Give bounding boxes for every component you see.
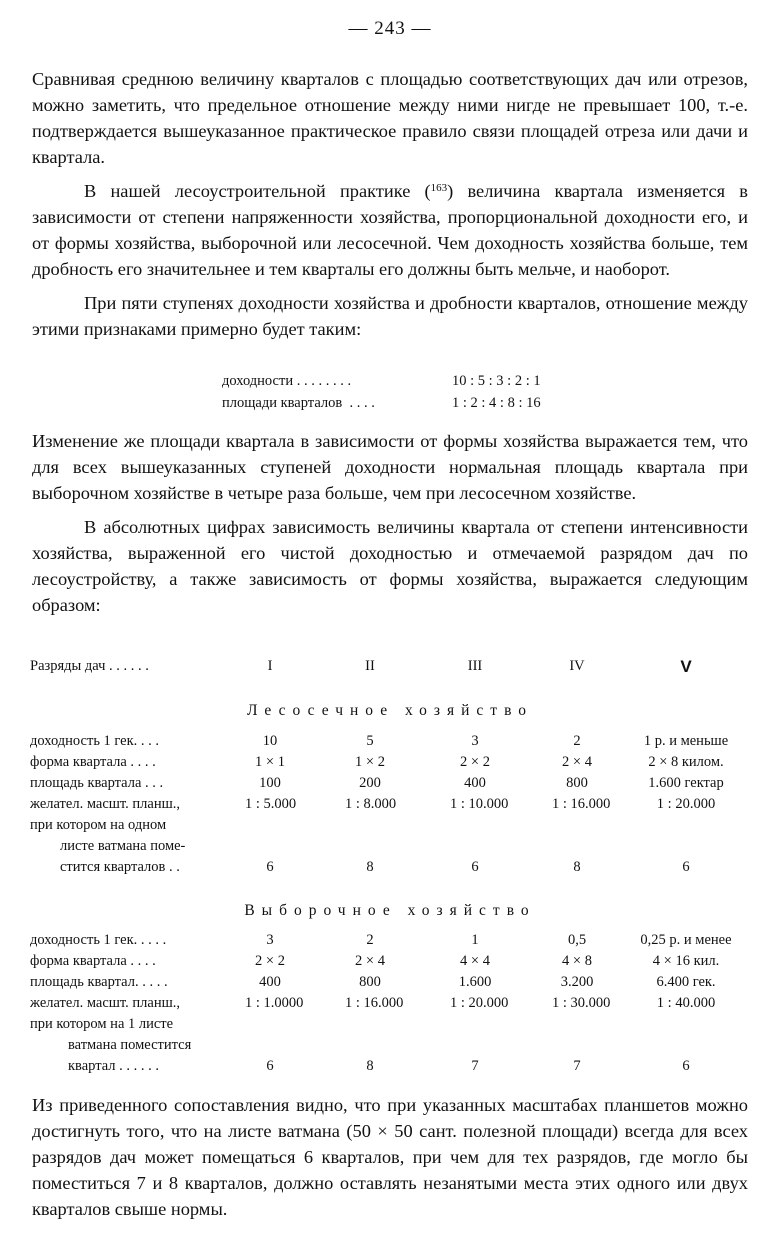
text-bottom: [32, 1092, 748, 1222]
ratio-block: [222, 370, 541, 414]
cell: 6: [266, 1058, 274, 1074]
cell: 400: [259, 974, 281, 990]
cell: 6: [682, 859, 690, 875]
cell: 200: [359, 775, 381, 791]
cell: 1.600: [458, 974, 492, 990]
table-row: [0, 1035, 780, 1056]
cell: 3: [471, 733, 479, 749]
cell: 2: [366, 932, 374, 948]
paragraph-3: При пяти ступенях доходности хозяйства и дробности кварталов, отношение между этими признаками примерно будет таким:: [32, 293, 748, 339]
cell: 1 : 5.000: [245, 796, 297, 812]
table-section-2: [0, 930, 780, 1077]
cell: 6: [471, 859, 479, 875]
row-label-cont: листе ватмана поме-: [60, 838, 186, 854]
row-label: доходность 1 гек. . . .: [30, 733, 160, 749]
ratio-value: 1 : 2 : 4 : 8 : 16: [452, 395, 541, 411]
cell: 1 р. и меньше: [643, 733, 729, 749]
cell: 6: [266, 859, 274, 875]
cell: 3: [266, 932, 274, 948]
header-col-2: II: [365, 658, 375, 674]
cell: 8: [366, 859, 374, 875]
cell: 3.200: [560, 974, 594, 990]
table-row: [0, 1014, 780, 1035]
paragraph-2: [32, 178, 748, 282]
cell: 4 × 16 кил.: [652, 953, 720, 969]
row-label: доходность 1 гек. . . . .: [30, 932, 167, 948]
footnote-ref: 163: [430, 182, 448, 194]
page-number: — 243 —: [348, 18, 432, 39]
row-label-cont: ватмана поместится: [68, 1037, 192, 1053]
ratio-row: [222, 392, 541, 414]
paragraph-2-start: В нашей лесоустроительной практике (: [84, 181, 431, 201]
cell: 1.600 гектар: [648, 775, 724, 791]
ratio-value: 10 : 5 : 3 : 2 : 1: [452, 373, 541, 389]
text-top: [32, 66, 748, 342]
cell: 1 : 20.000: [656, 796, 716, 812]
row-label: площадь квартала . . .: [30, 775, 164, 791]
cell: 8: [366, 1058, 374, 1074]
table-row: [0, 857, 780, 878]
paragraph-6: Из приведенного сопоставления видно, что при указанных масштабах планшетов можно достигнуть того, что на листе ватмана (50 × 50 сант. полезной площади) всегда для всех разрядов дач может помещаться 6 кварталов, при чем для тех разрядов, где могло бы поместиться 7 и 8 кварталов, должно оставлять незанятыми места этих одного или двух кварталов свыше нормы.: [32, 1095, 748, 1219]
table-row: [0, 993, 780, 1014]
cell: 800: [359, 974, 381, 990]
header-col-1: I: [267, 658, 273, 674]
cell: 4 × 4: [460, 953, 490, 969]
row-label-cont: при котором на 1 листе: [30, 1016, 174, 1032]
cell: 7: [573, 1058, 581, 1074]
header-col-4: IV: [569, 658, 585, 674]
row-label-cont: при котором на одном: [30, 817, 167, 833]
cell: 0,5: [567, 932, 587, 948]
table-row: [0, 815, 780, 836]
cell: 1 : 16.000: [345, 995, 404, 1011]
row-label: желател. масшт. планш.,: [30, 995, 181, 1011]
text-mid: [32, 428, 748, 618]
table-row: [0, 1056, 780, 1077]
section-title-vyborochnoe: Выборочное хозяйство: [244, 902, 536, 919]
header-label: Разряды дач . . . . . .: [30, 658, 149, 674]
cell: 4 × 8: [562, 953, 592, 969]
paragraph-5: В абсолютных цифрах зависимость величины квартала от степени интенсивности хозяйства, выраженной его чистой доходностью и отмечаемой разрядом дач по лесоустройству, а также зависимость от формы хозяйства, выражается следующим образом:: [32, 517, 748, 615]
cell: 5: [366, 733, 374, 749]
table-section-1: [0, 731, 780, 878]
cell: 6.400 гек.: [656, 974, 716, 990]
row-label-cont: стится кварталов . .: [60, 859, 180, 875]
cell: 8: [573, 859, 581, 875]
table-row: [0, 972, 780, 993]
table-row: [0, 951, 780, 972]
ratio-label: доходности . . . . . . . .: [222, 373, 352, 389]
cell: 2: [573, 733, 581, 749]
paragraph-4: Изменение же площади квартала в зависимости от формы хозяйства выражается тем, что для всех вышеуказанных ступеней доходности нормальная площадь квартала при выборочном хозяйстве в четыре раза больше, чем при лесосечном хозяйстве.: [32, 431, 748, 503]
cell: 1 : 8.000: [345, 796, 397, 812]
cell: 2 × 4: [562, 754, 592, 770]
ratio-label: площади кварталов . . . .: [222, 395, 375, 411]
table-row: [0, 752, 780, 773]
cell: 0,25 р. и менее: [640, 932, 732, 948]
table-row: [0, 930, 780, 951]
cell: 1 : 20.000: [450, 995, 509, 1011]
row-label: площадь квартал. . . . .: [30, 974, 168, 990]
table-row: [0, 836, 780, 857]
header-col-3: III: [467, 658, 483, 674]
table-row: [0, 731, 780, 752]
cell: 6: [682, 1058, 690, 1074]
cell: 800: [566, 775, 588, 791]
table-row: [0, 656, 780, 677]
cell: 7: [471, 1058, 479, 1074]
cell: 1: [471, 932, 479, 948]
table-row: [0, 773, 780, 794]
cell: 400: [464, 775, 486, 791]
cell: 1 : 40.000: [656, 995, 716, 1011]
cell: 1 × 2: [355, 754, 385, 770]
cell: 2 × 2: [460, 754, 490, 770]
cell: 1 × 1: [255, 754, 285, 770]
row-label-cont: квартал . . . . . .: [68, 1058, 160, 1074]
cell: 2 × 2: [255, 953, 285, 969]
cell: 1 : 1.0000: [245, 995, 304, 1011]
section-title-lesosechnoe: Лесосечное хозяйство: [246, 702, 534, 719]
table-header: [0, 656, 780, 677]
cell: 2 × 8 килом.: [648, 754, 724, 770]
row-label: форма квартала . . . .: [30, 953, 156, 969]
cell: 2 × 4: [355, 953, 385, 969]
paragraph-1: Сравнивая среднюю величину кварталов с площадью соответствующих дач или отрезов, можно заметить, что предельное отношение между ними нигде не превышает 100, т.-е. подтверждается вышеуказанное практическое правило связи площадей отреза или дачи и квартала.: [32, 69, 748, 167]
paragraph-2-end: ) величина квартала изменяется в зависимости от степени напряженности хозяйства, пропорциональной доходности его, и от формы хозяйства, выборочной или лесосечной. Чем доходность хозяйства больше, тем дробность его значительнее и тем кварталы его должны быть мельче, и наоборот.: [32, 181, 748, 279]
ratio-row: [222, 370, 541, 392]
header-col-5: V: [680, 657, 692, 676]
table-row: [0, 794, 780, 815]
cell: 10: [262, 733, 278, 749]
row-label: желател. масшт. планш.,: [30, 796, 181, 812]
cell: 1 : 16.000: [552, 796, 611, 812]
cell: 100: [259, 775, 281, 791]
row-label: форма квартала . . . .: [30, 754, 156, 770]
cell: 1 : 30.000: [552, 995, 611, 1011]
cell: 1 : 10.000: [450, 796, 509, 812]
